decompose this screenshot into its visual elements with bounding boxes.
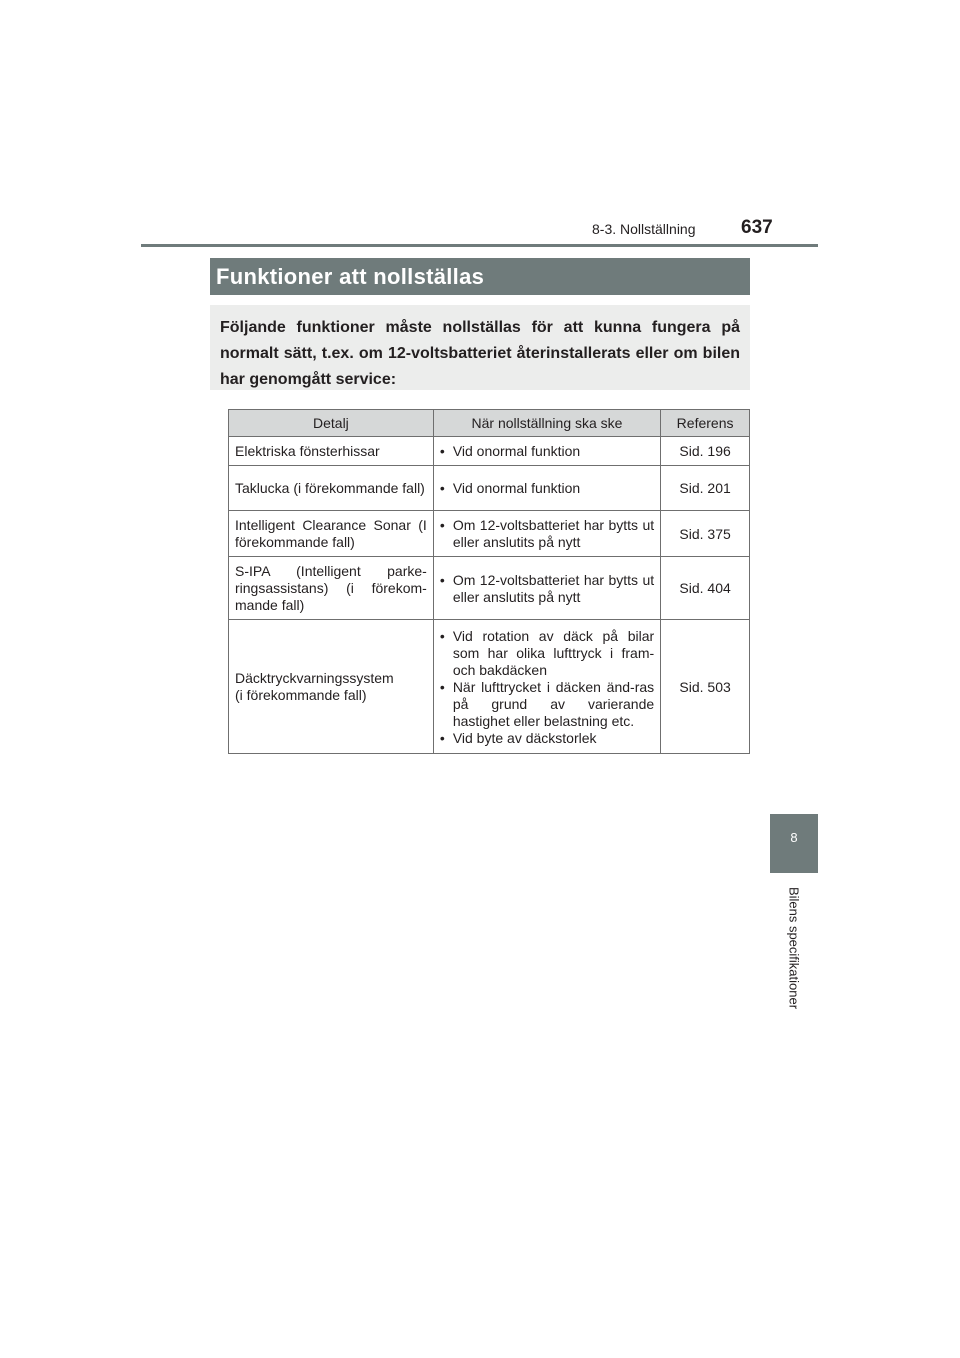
detail-line: (i förekommande fall) <box>235 687 367 703</box>
detail-cell <box>229 557 434 620</box>
intro-paragraph: Följande funktioner måste nollställas för att kunna fungera på normalt sätt, t.ex. om 12-voltsbatteriet återinstallerats eller om bilen har genomgått service: <box>210 305 750 390</box>
column-header-detail: Detalj <box>229 410 434 437</box>
reset-functions-table <box>228 409 750 754</box>
when-item: • Vid onormal funktion <box>440 443 654 460</box>
reference-cell: Sid. 404 <box>661 557 750 620</box>
detail-line: Taklucka (i förekommande fall) <box>235 480 425 496</box>
reference-cell: Sid. 375 <box>661 511 750 557</box>
table-header-row <box>229 410 750 437</box>
column-header-reference: Referens <box>661 410 750 437</box>
header-divider <box>141 244 818 247</box>
table-row <box>229 620 750 754</box>
when-item: • Om 12-voltsbatteriet har bytts ut eller anslutits på nytt <box>440 517 654 551</box>
page-number: 637 <box>741 217 773 238</box>
when-item: • Vid byte av däckstorlek <box>440 730 654 747</box>
when-item: • Vid onormal funktion <box>440 480 654 497</box>
column-header-when: När nollställning ska ske <box>433 410 660 437</box>
detail-cell <box>229 620 434 754</box>
detail-cell <box>229 511 434 557</box>
table-row <box>229 466 750 511</box>
when-cell <box>433 437 660 466</box>
detail-cell <box>229 466 434 511</box>
when-item: • Om 12-voltsbatteriet har bytts ut eller anslutits på nytt <box>440 572 654 606</box>
reference-cell: Sid. 503 <box>661 620 750 754</box>
chapter-tab-label: Bilens specifikationer <box>786 886 802 1010</box>
when-item: • Vid rotation av däck på bilar som har olika lufttryck i fram- och bakdäcken <box>440 628 654 679</box>
table-row <box>229 437 750 466</box>
detail-line: S-IPA (Intelligent parke-ringsassistans) (i förekom-mande fall) <box>235 563 427 613</box>
when-cell <box>433 466 660 511</box>
when-item: • När lufttrycket i däcken änd-ras på grund av varierande hastighet eller belastning etc. <box>440 679 654 730</box>
table-row <box>229 511 750 557</box>
table-row <box>229 557 750 620</box>
page-title: Funktioner att nollställas <box>210 258 750 295</box>
section-heading: 8-3. Nollställning <box>592 221 696 237</box>
detail-line: Däcktryckvarningssystem <box>235 670 394 686</box>
when-cell <box>433 620 660 754</box>
reference-cell: Sid. 196 <box>661 437 750 466</box>
chapter-tab: 8 <box>770 814 818 873</box>
reference-cell: Sid. 201 <box>661 466 750 511</box>
when-cell <box>433 557 660 620</box>
detail-line: Intelligent Clearance Sonar (I förekommande fall) <box>235 517 427 550</box>
detail-line: Elektriska fönsterhissar <box>235 443 380 459</box>
detail-cell <box>229 437 434 466</box>
when-cell <box>433 511 660 557</box>
